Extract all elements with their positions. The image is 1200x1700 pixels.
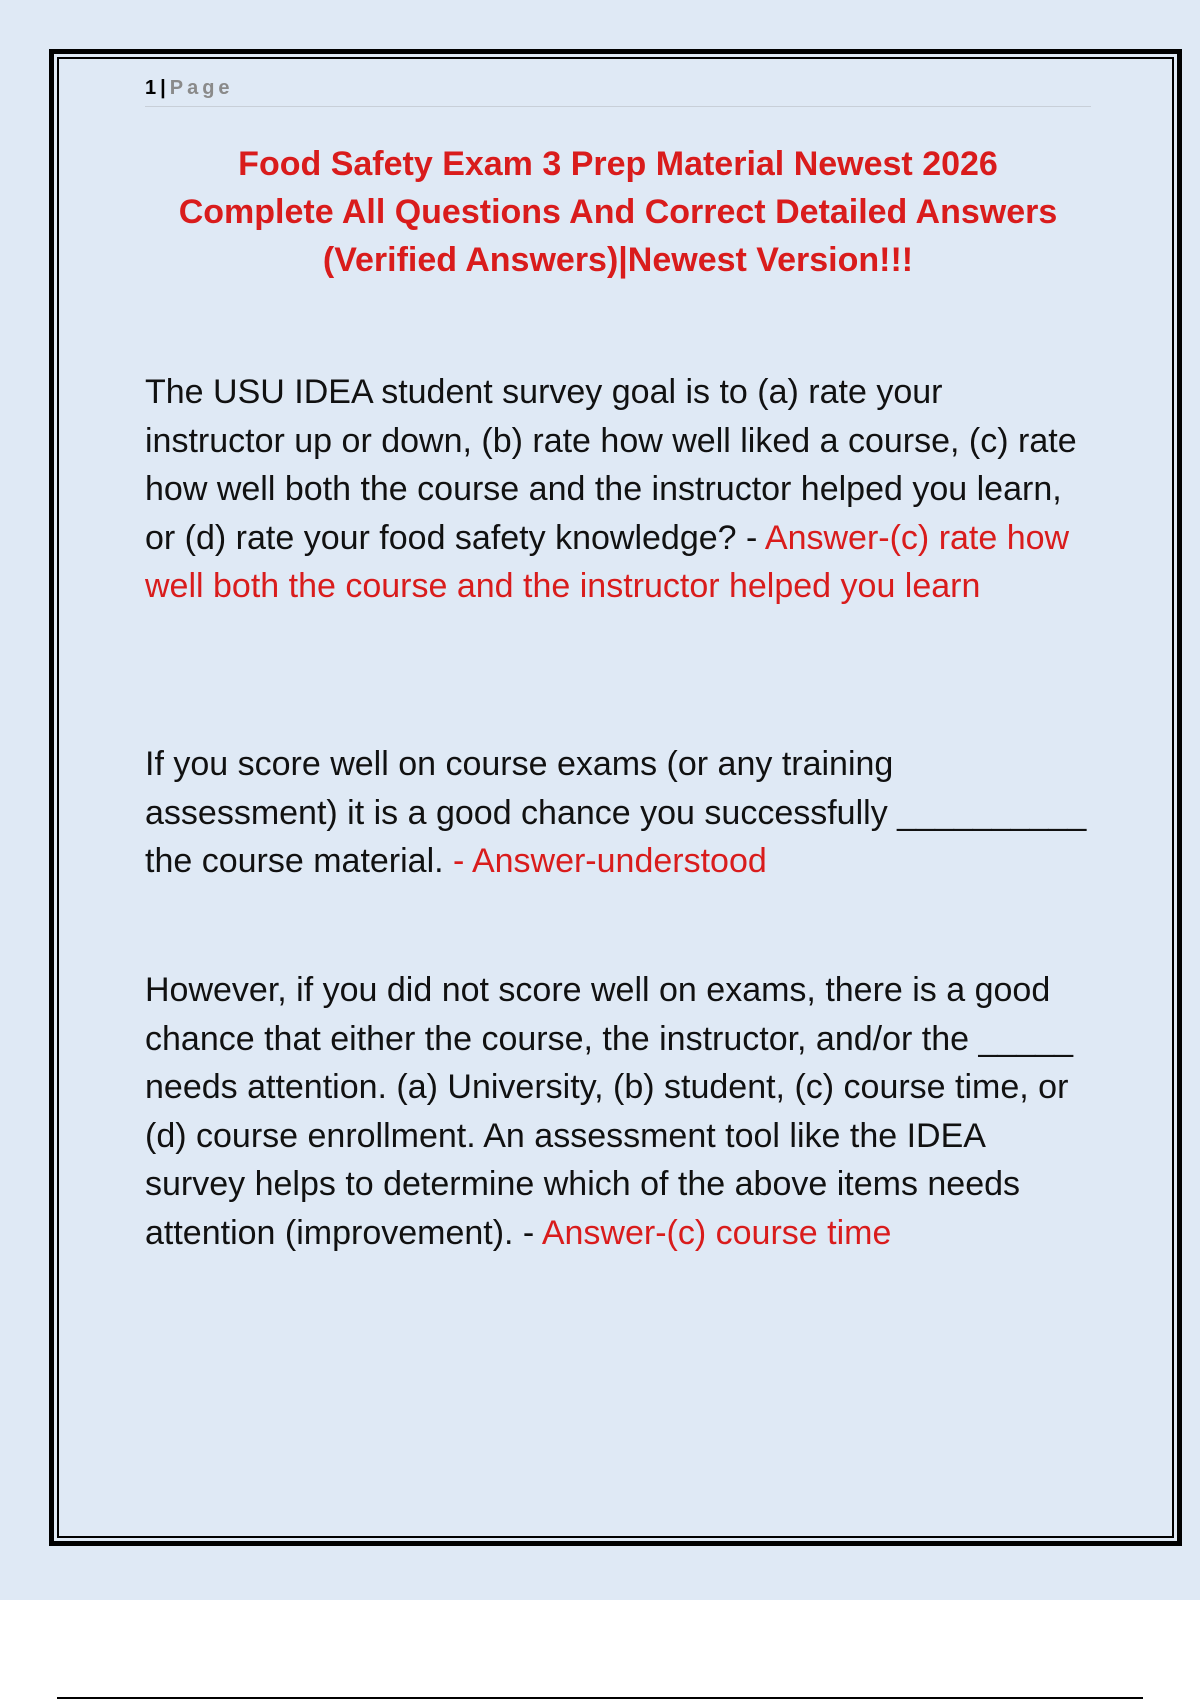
qa-item-2 (145, 740, 1090, 886)
question-2-part-2: the course material. (145, 842, 444, 880)
answer-3: Answer-(c) course time (541, 1213, 892, 1252)
question-3-part-1: However, if you did not score well on exams, there is a good chance that either the course, the instructor, and/or the (145, 971, 1051, 1058)
fill-in-blank-3: _____ (978, 1019, 1074, 1058)
qa-item-1 (145, 368, 1090, 611)
answer-2: - Answer-understood (453, 842, 767, 880)
question-1: The USU IDEA student survey goal is to (a) rate your instructor up or down, (b) rate how well liked a course, (c) rate how well both the course and the instructor helped you learn, or (d) rate your food safety knowledge? - (145, 373, 1077, 557)
question-2-part-1: If you score well on course exams (or any training assessment) it is a good chance you successfully (145, 745, 894, 832)
title-line-2: Complete All Questions And Correct Detailed Answers (178, 193, 1058, 231)
page-label: Page (169, 77, 234, 99)
document-title (120, 140, 1116, 284)
page-header (145, 74, 1091, 107)
qa-item-3 (145, 966, 1090, 1257)
answer-1: Answer-(c) rate how well both the course and the instructor helped you learn (145, 518, 1070, 605)
title-line-3: (Verified Answers)|Newest Version!!! (322, 241, 914, 279)
fill-in-blank-2: __________ (897, 793, 1087, 832)
page-number: 1 (145, 77, 157, 99)
title-line-1: Food Safety Exam 3 Prep Material Newest 2026 (238, 145, 998, 183)
footer-divider (57, 1697, 1143, 1699)
question-3-part-2: needs attention. (a) University, (b) student, (c) course time, or (d) course enrollment. An assessment tool like the IDEA survey helps to determine which of the above items needs attention (improvement). - (145, 1068, 1069, 1252)
page-separator: | (160, 77, 166, 99)
